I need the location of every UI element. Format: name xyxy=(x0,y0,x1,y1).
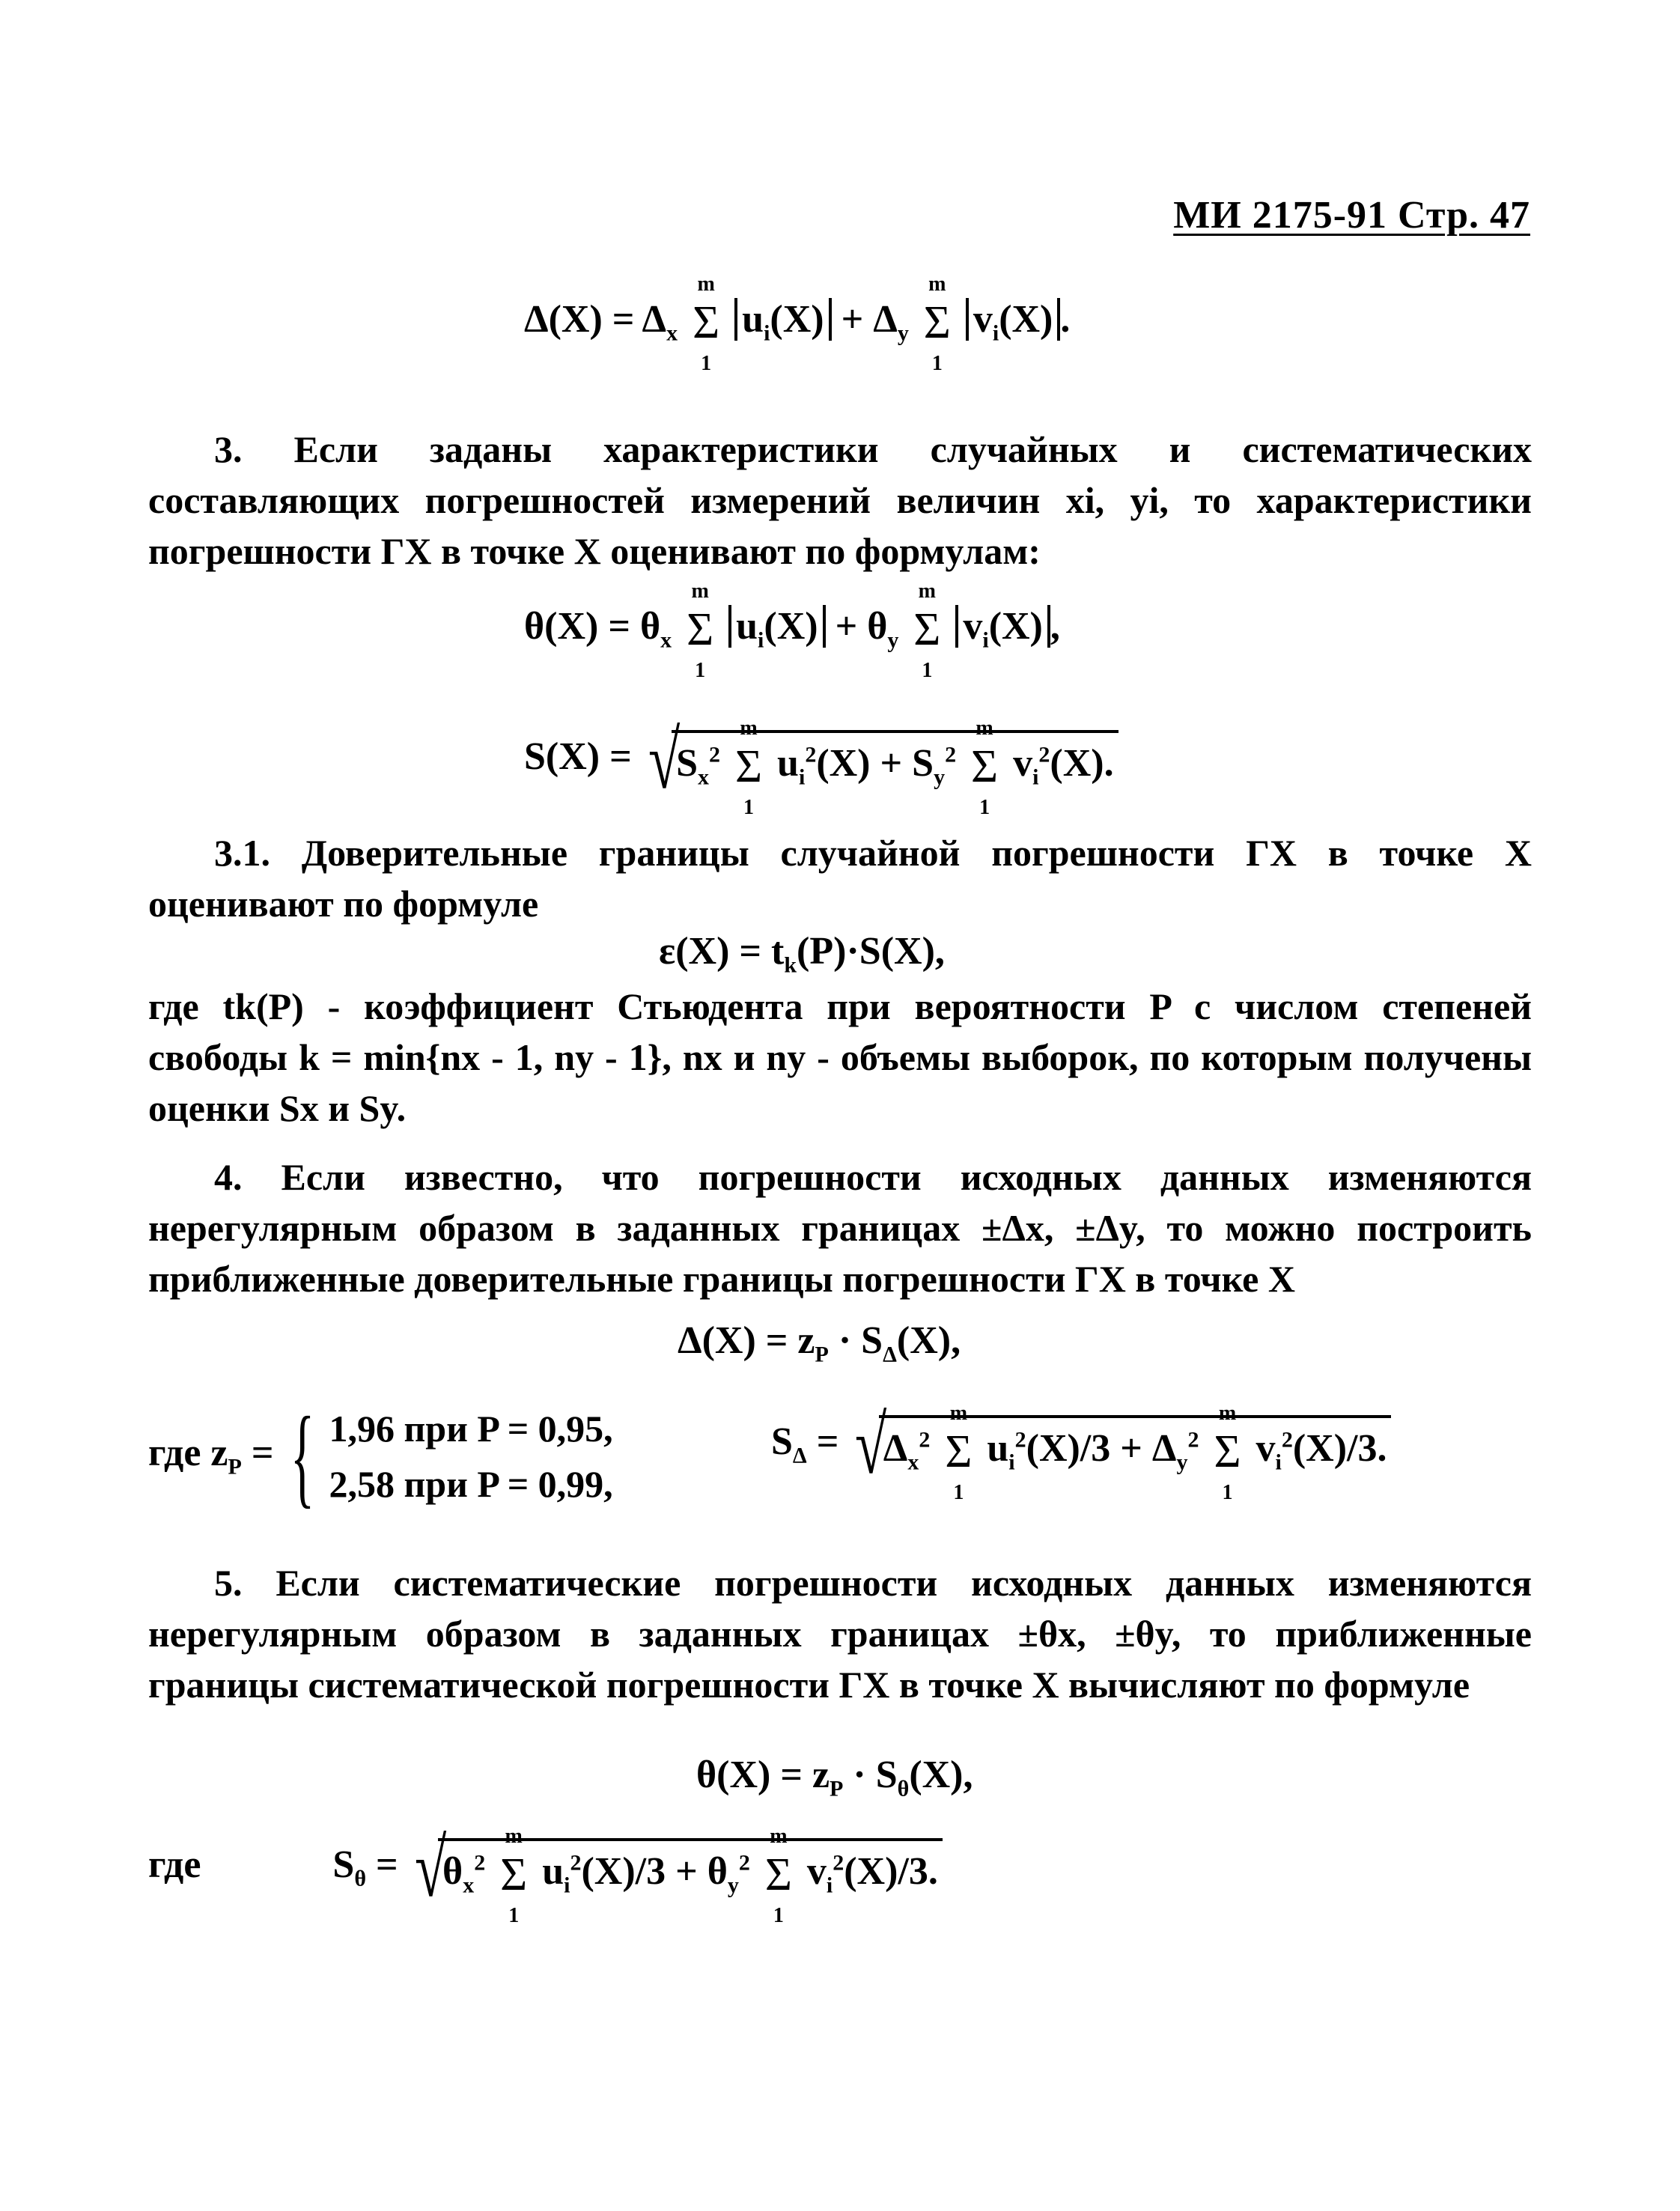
formula-delta-confidence: $\Delta(X) = z_P \cdot S_\Delta(X)$, xyxy=(678,1319,961,1367)
sum-symbol: m Σ 1 xyxy=(923,273,951,375)
where-label-2: где xyxy=(148,1843,201,1886)
paragraph-3: 3. Если заданы характеристики случайных и систематических составляющих погрешностей измерений величин xi, yi, то характеристики погрешности ГХ в точке X оценивают по формулам: xyxy=(148,428,1532,572)
sum-symbol: m Σ 1 xyxy=(1214,1402,1241,1504)
sum-symbol: m Σ 1 xyxy=(735,717,763,819)
sum-symbol: m Σ 1 xyxy=(945,1402,973,1504)
where-label: где xyxy=(148,1431,201,1474)
sum-symbol: m Σ 1 xyxy=(687,580,714,682)
paragraph-3-1-where: где tk(P) - коэффициент Стьюдента при вероятности P с числом степеней свободы k = min{nx - 1, ny - 1}, nx и ny - объемы выборок, по которым получены оценки Sx и Sy. xyxy=(148,985,1532,1129)
sum-symbol: m Σ 1 xyxy=(764,1825,792,1927)
sum-symbol: m Σ 1 xyxy=(913,580,941,682)
formula-theta-2: $\theta(X) = z_P \cdot S_\theta(X)$, xyxy=(696,1754,973,1801)
formula-theta: $\theta(X) = \theta_x$ m Σ 1 $u_i(X) + \theta_y$ m Σ 1 $v_i(X)$ , xyxy=(524,580,1060,682)
zp-case-099: 2,58 при P = 0,99, xyxy=(329,1463,613,1505)
paragraph-4: 4. Если известно, что погрешности исходных данных изменяются нерегулярным образом в заданных границах ±Δx, ±Δy, то можно построить приближенные доверительные границы погрешности ГХ в точке X xyxy=(148,1156,1532,1300)
formula-S-theta: где $S_\theta = √\theta_x^2$ m Σ 1 $u_i^2(X)/3 + \theta_y^2$ m Σ 1 $v_i^2(X)/3$. xyxy=(148,1827,943,1909)
page-header: МИ 2175-91 Стр. 47 xyxy=(1173,194,1530,237)
sum-symbol: m Σ 1 xyxy=(971,717,999,819)
formula-delta-systematic: $\Delta(X) = \Delta_x$ m Σ 1 $u_i(X) + \Delta_y$ m Σ 1 $v_i(X)$ . xyxy=(524,273,1071,375)
sum-symbol: m Σ 1 xyxy=(500,1825,528,1927)
paragraph-5: 5. Если систематические погрешности исходных данных изменяются нерегулярным образом в заданных границах ±θx, ±θy, то приближенные границы систематической погрешности ГХ в точке X вычисляют по формуле xyxy=(148,1562,1532,1706)
formula-zp-cases: где $z_P$ = { 1,96 при P = 0,95, 2,58 при P = 0,99, xyxy=(148,1394,613,1518)
sum-symbol: m Σ 1 xyxy=(693,273,720,375)
zp-case-095: 1,96 при P = 0,95, xyxy=(329,1408,613,1450)
formula-S: $S(X) = √S_x^2$ m Σ 1 $u_i^2(X) + S_y^2$ m Σ 1 $v_i^2(X)$. xyxy=(524,719,1119,801)
paragraph-3-1: 3.1. Доверительные границы случайной погрешности ГХ в точке X оценивают по формуле xyxy=(148,832,1532,925)
formula-epsilon: $\varepsilon(X) = t_k(P)\cdot S(X)$, xyxy=(659,930,945,978)
formula-S-delta: $S_\Delta = √\Delta_x^2$ m Σ 1 $u_i^2(X)/3 + \Delta_y^2$ m Σ 1 $v_i^2(X)/3$. xyxy=(771,1404,1391,1486)
